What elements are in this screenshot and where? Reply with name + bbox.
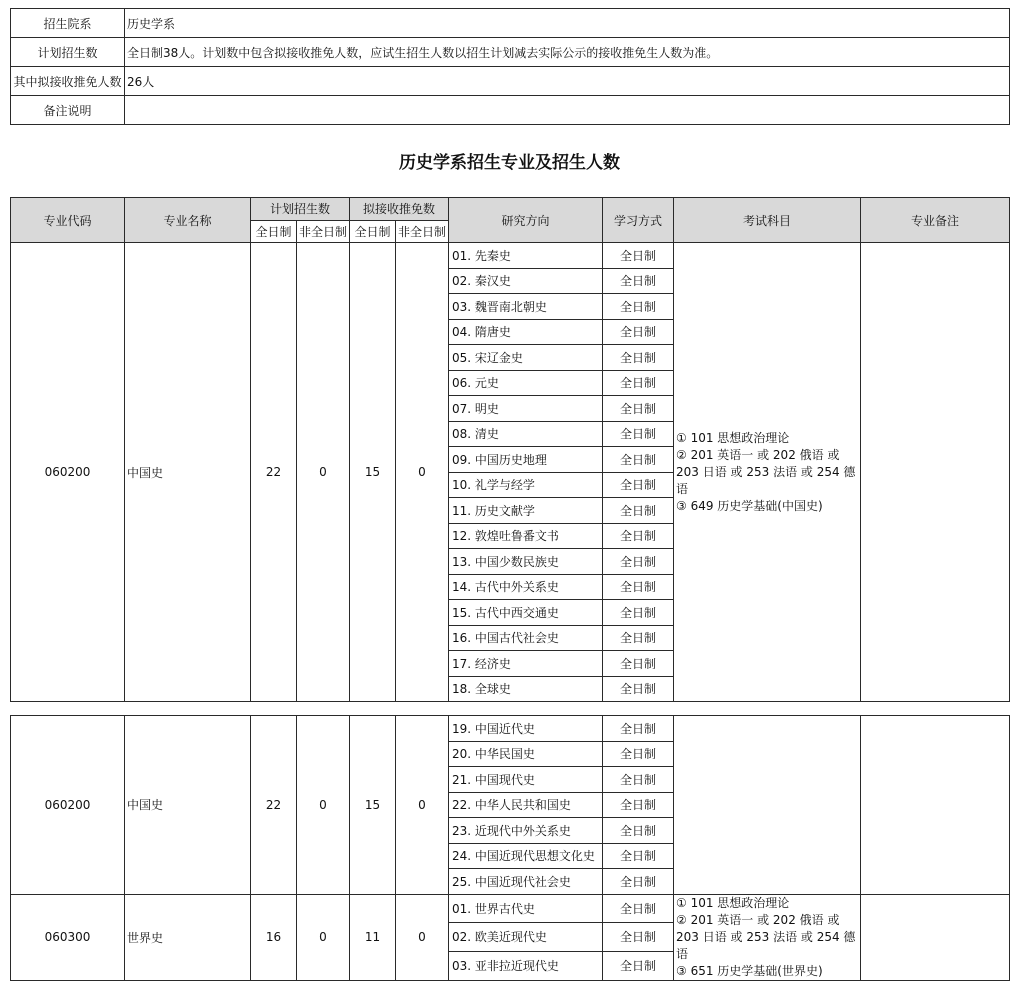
header-code: 专业代码: [11, 198, 125, 243]
dept-value: 历史学系: [125, 9, 1010, 38]
study-mode: 全日制: [603, 741, 674, 767]
plan-part-count: 0: [297, 716, 350, 895]
major-code: 060200: [11, 716, 125, 895]
study-mode: 全日制: [603, 651, 674, 677]
study-mode: 全日制: [603, 472, 674, 498]
research-direction: 03. 魏晋南北朝史: [449, 294, 603, 320]
research-direction: 19. 中国近代史: [449, 716, 603, 742]
major-table-header: [10, 197, 1010, 243]
research-direction: 14. 古代中外关系史: [449, 574, 603, 600]
research-direction: 03. 亚非拉近现代史: [449, 951, 603, 980]
study-mode: 全日制: [603, 574, 674, 600]
header-exam: 考试科目: [674, 198, 861, 243]
header-remark: 专业备注: [861, 198, 1010, 243]
major-remark: [861, 716, 1010, 895]
study-mode: 全日制: [603, 951, 674, 980]
plan-full-count: 16: [251, 894, 297, 980]
plan-label: 计划招生数: [11, 38, 125, 67]
exam-subject-line: ③ 651 历史学基础(世界史): [676, 963, 823, 978]
major-remark: [861, 243, 1010, 702]
research-direction: 21. 中国现代史: [449, 767, 603, 793]
research-direction: 02. 欧美近现代史: [449, 923, 603, 952]
plan-part-count: 0: [297, 894, 350, 980]
major-code: 060300: [11, 894, 125, 980]
research-direction: 11. 历史文献学: [449, 498, 603, 524]
research-direction: 16. 中国古代社会史: [449, 625, 603, 651]
header-plan: 计划招生数: [251, 198, 350, 221]
info-row-note: [11, 96, 1010, 125]
exam-subject-line: ① 101 思想政治理论: [676, 895, 790, 910]
research-direction: 17. 经济史: [449, 651, 603, 677]
exempt-full-count: 11: [350, 894, 396, 980]
study-mode: 全日制: [603, 294, 674, 320]
exempt-label: 其中拟接收推免人数: [11, 67, 125, 96]
study-mode: 全日制: [603, 792, 674, 818]
header-name: 专业名称: [125, 198, 251, 243]
study-mode: 全日制: [603, 370, 674, 396]
research-direction: 20. 中华民国史: [449, 741, 603, 767]
research-direction: 01. 世界古代史: [449, 894, 603, 923]
table-row: [11, 894, 1010, 923]
study-mode: 全日制: [603, 319, 674, 345]
note-value: [125, 96, 1010, 125]
research-direction: 23. 近现代中外关系史: [449, 818, 603, 844]
research-direction: 05. 宋辽金史: [449, 345, 603, 371]
research-direction: 24. 中国近现代思想文化史: [449, 843, 603, 869]
study-mode: 全日制: [603, 523, 674, 549]
study-mode: 全日制: [603, 869, 674, 895]
research-direction: 04. 隋唐史: [449, 319, 603, 345]
exam-subjects: [674, 894, 861, 980]
page-title: 历史学系招生专业及招生人数: [399, 153, 620, 173]
info-table: [10, 8, 1010, 125]
exempt-value: 26人: [125, 67, 1010, 96]
info-row-plan: [11, 38, 1010, 67]
header-mode: 学习方式: [603, 198, 674, 243]
major-code: 060200: [11, 243, 125, 702]
exam-subject-line: ② 201 英语一 或 202 俄语 或 203 日语 或 253 法语 或 254 德语: [676, 447, 856, 496]
header-exempt: 拟接收推免数: [350, 198, 449, 221]
research-direction: 18. 全球史: [449, 676, 603, 702]
plan-value: 全日制38人。计划数中包含拟接收推免人数，应试生招生人数以招生计划减去实际公示的接收推免生人数为准。: [125, 38, 1010, 67]
header-plan-full: 全日制: [251, 220, 297, 243]
study-mode: 全日制: [603, 243, 674, 269]
research-direction: 06. 元史: [449, 370, 603, 396]
exam-subjects: [674, 243, 861, 702]
major-block-chinese-history-2: [10, 715, 1010, 981]
research-direction: 15. 古代中西交通史: [449, 600, 603, 626]
study-mode: 全日制: [603, 345, 674, 371]
info-row-exempt: [11, 67, 1010, 96]
research-direction: 12. 敦煌吐鲁番文书: [449, 523, 603, 549]
exempt-part-count: 0: [396, 243, 449, 702]
exam-subject-line: ③ 649 历史学基础(中国史): [676, 498, 823, 513]
exam-subjects: [674, 716, 861, 895]
study-mode: 全日制: [603, 600, 674, 626]
research-direction: 10. 礼学与经学: [449, 472, 603, 498]
research-direction: 07. 明史: [449, 396, 603, 422]
exempt-full-count: 15: [350, 243, 396, 702]
table-row: [11, 716, 1010, 742]
major-name: 世界史: [125, 894, 251, 980]
table-row: [11, 243, 1010, 269]
plan-full-count: 22: [251, 716, 297, 895]
header-exempt-full: 全日制: [350, 220, 396, 243]
major-block-chinese-history-1: [10, 242, 1010, 702]
research-direction: 01. 先秦史: [449, 243, 603, 269]
dept-label: 招生院系: [11, 9, 125, 38]
note-label: 备注说明: [11, 96, 125, 125]
study-mode: 全日制: [603, 421, 674, 447]
study-mode: 全日制: [603, 716, 674, 742]
study-mode: 全日制: [603, 843, 674, 869]
research-direction: 08. 清史: [449, 421, 603, 447]
exempt-part-count: 0: [396, 894, 449, 980]
major-name: 中国史: [125, 243, 251, 702]
major-remark: [861, 894, 1010, 980]
exam-subject-line: ② 201 英语一 或 202 俄语 或 203 日语 或 253 法语 或 254 德语: [676, 912, 856, 961]
study-mode: 全日制: [603, 923, 674, 952]
study-mode: 全日制: [603, 447, 674, 473]
study-mode: 全日制: [603, 396, 674, 422]
plan-part-count: 0: [297, 243, 350, 702]
study-mode: 全日制: [603, 498, 674, 524]
study-mode: 全日制: [603, 818, 674, 844]
header-plan-part: 非全日制: [297, 220, 350, 243]
research-direction: 13. 中国少数民族史: [449, 549, 603, 575]
study-mode: 全日制: [603, 549, 674, 575]
study-mode: 全日制: [603, 894, 674, 923]
study-mode: 全日制: [603, 268, 674, 294]
plan-full-count: 22: [251, 243, 297, 702]
header-direction: 研究方向: [449, 198, 603, 243]
research-direction: 09. 中国历史地理: [449, 447, 603, 473]
study-mode: 全日制: [603, 676, 674, 702]
research-direction: 22. 中华人民共和国史: [449, 792, 603, 818]
exempt-full-count: 15: [350, 716, 396, 895]
info-row-dept: [11, 9, 1010, 38]
research-direction: 02. 秦汉史: [449, 268, 603, 294]
exempt-part-count: 0: [396, 716, 449, 895]
exam-subject-line: ① 101 思想政治理论: [676, 430, 790, 445]
study-mode: 全日制: [603, 767, 674, 793]
study-mode: 全日制: [603, 625, 674, 651]
research-direction: 25. 中国近现代社会史: [449, 869, 603, 895]
header-exempt-part: 非全日制: [396, 220, 449, 243]
major-name: 中国史: [125, 716, 251, 895]
